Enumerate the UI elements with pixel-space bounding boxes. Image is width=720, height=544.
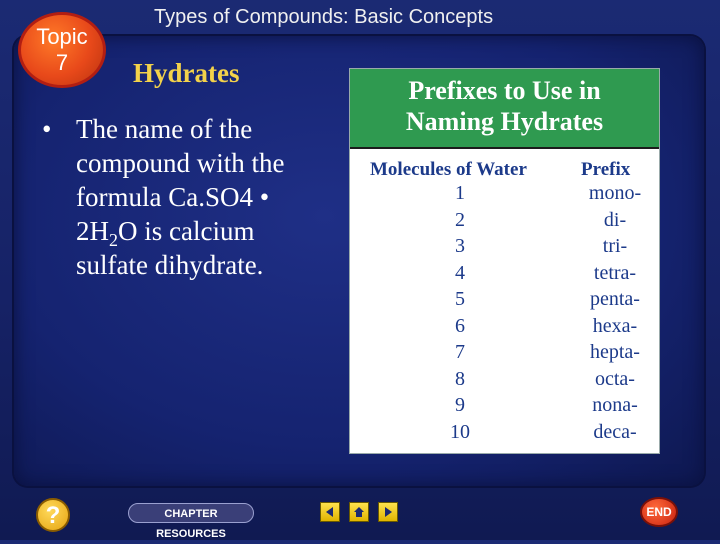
topic-number: 7 — [55, 50, 69, 75]
table-row — [350, 209, 659, 236]
arrow-left-icon — [324, 506, 336, 518]
water-count: 1 — [455, 182, 465, 204]
table-row — [350, 288, 659, 315]
chapter-resources-button[interactable]: CHAPTER RESOURCES — [128, 503, 254, 523]
table-header — [350, 69, 659, 147]
home-button[interactable] — [349, 502, 369, 522]
table-row — [350, 315, 659, 342]
help-icon: ? — [45, 502, 61, 529]
end-button[interactable]: END — [640, 497, 678, 527]
arrow-right-icon — [382, 506, 394, 518]
prefix: deca- — [593, 420, 637, 443]
table-row — [350, 368, 659, 395]
water-count: 8 — [455, 367, 465, 390]
bullet-text — [76, 112, 326, 282]
table-row — [350, 421, 659, 448]
bullet-text-before: The name of the compound with the formula Ca.SO4 • 2H — [76, 114, 285, 246]
column-header-water: Molecules of Water — [370, 159, 527, 180]
table-row — [350, 182, 659, 209]
water-count: 10 — [450, 420, 470, 443]
table-row — [350, 262, 659, 289]
bullet-subscript: 2 — [109, 230, 118, 250]
next-button[interactable] — [378, 502, 398, 522]
prefix: tri- — [602, 235, 628, 257]
table-row — [350, 341, 659, 368]
table-row — [350, 394, 659, 421]
prefix: tetra- — [593, 261, 637, 284]
home-icon — [353, 506, 365, 518]
prefix: hexa- — [592, 314, 638, 337]
prefix: di- — [603, 208, 627, 231]
water-count: 5 — [455, 288, 465, 310]
table-divider — [350, 147, 659, 149]
topic-label: Topic — [36, 24, 88, 49]
prefix: mono- — [588, 182, 642, 204]
water-count: 9 — [455, 394, 465, 416]
water-count: 6 — [455, 314, 465, 337]
water-count: 2 — [455, 208, 465, 231]
table-title-line1: Prefixes to Use in — [408, 76, 601, 105]
bullet-marker: • — [42, 114, 52, 144]
column-header-prefix: Prefix — [581, 159, 631, 180]
help-button[interactable] — [36, 498, 70, 532]
prefix: penta- — [590, 288, 640, 310]
prefix: nona- — [592, 394, 638, 416]
table-row — [350, 235, 659, 262]
table-rows — [350, 182, 659, 447]
prefix: octa- — [595, 367, 635, 390]
water-count: 7 — [455, 341, 465, 363]
bullet-text-after: O is calcium sulfate dihydrate. — [76, 216, 264, 280]
topic-badge — [18, 12, 106, 88]
water-count: 3 — [455, 235, 465, 257]
previous-button[interactable] — [320, 502, 340, 522]
prefix: hepta- — [590, 341, 640, 363]
section-title: Hydrates — [133, 58, 240, 88]
water-count: 4 — [455, 261, 465, 284]
table-title-line2: Naming Hydrates — [405, 107, 604, 136]
hydrate-prefix-table — [349, 68, 660, 454]
page-title: Types of Compounds: Basic Concepts — [154, 6, 494, 28]
